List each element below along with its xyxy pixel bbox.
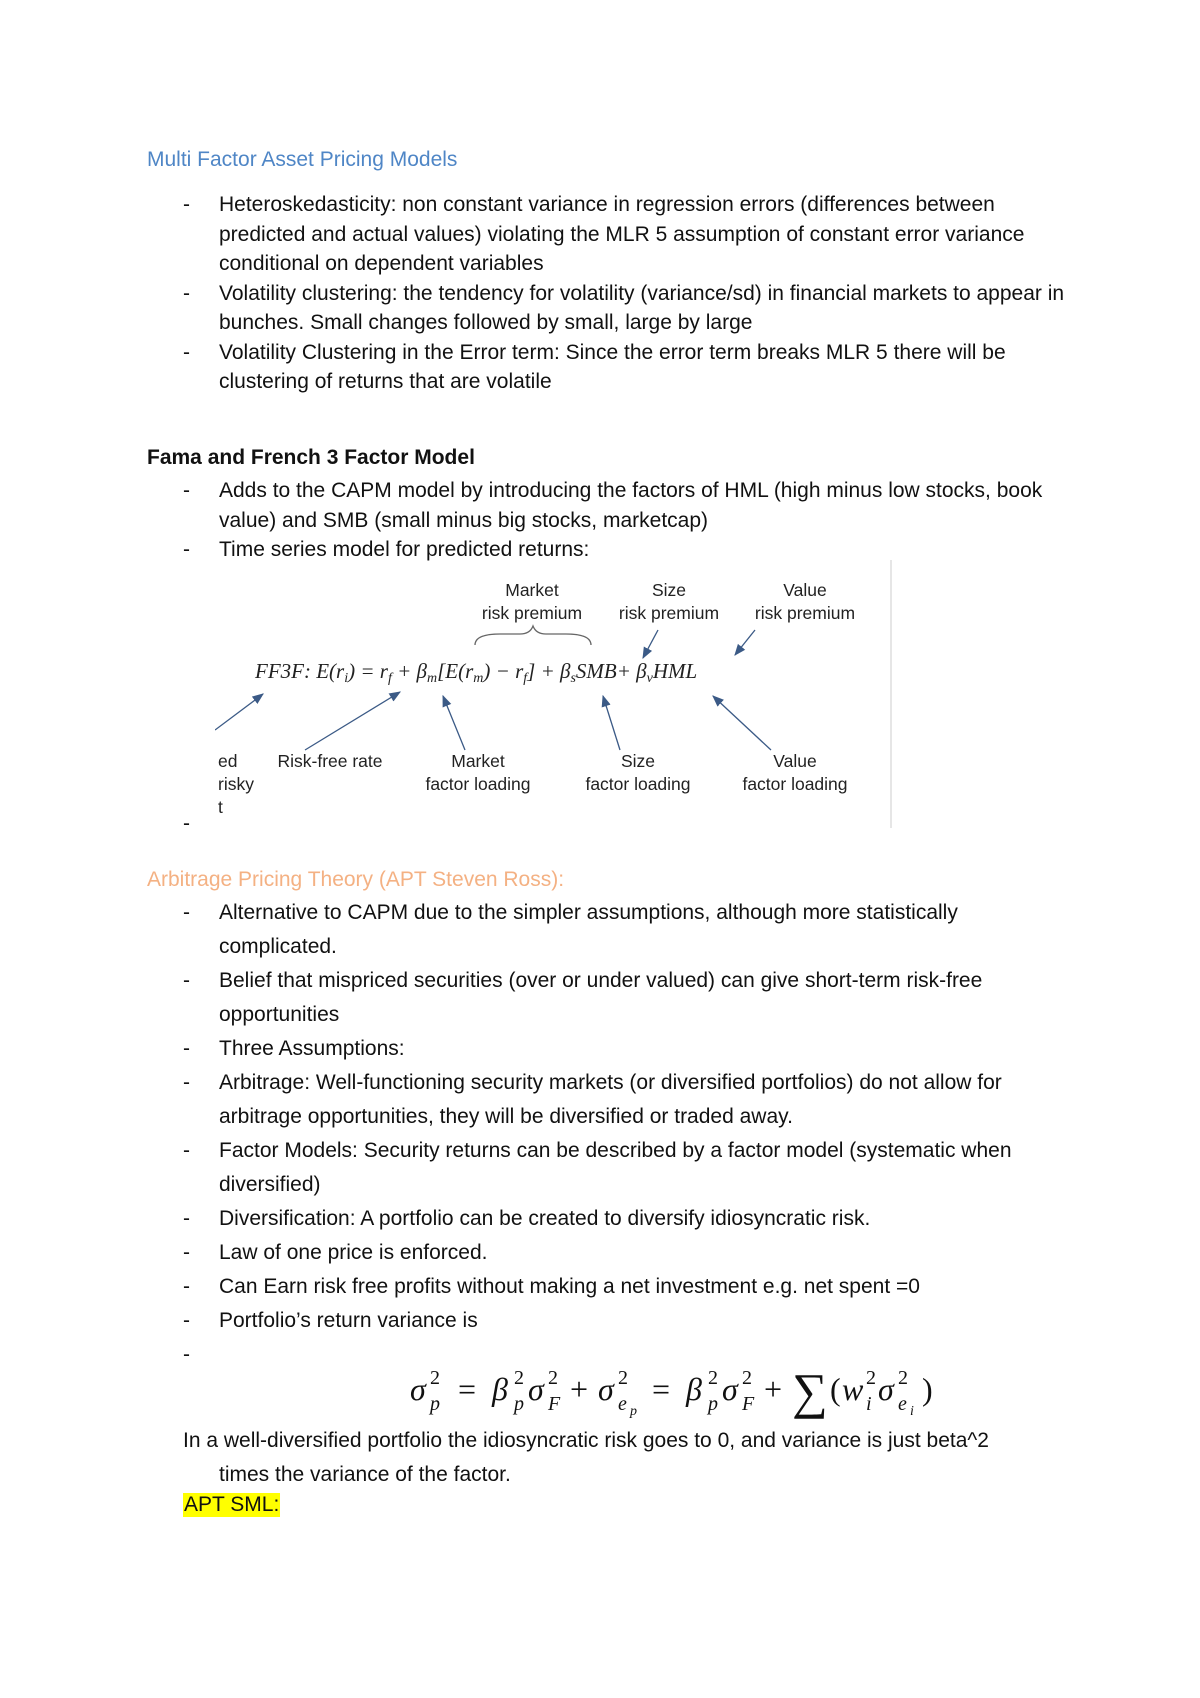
label-size-factor-loading: factor loading: [585, 774, 691, 794]
svg-text:σ: σ: [722, 1371, 738, 1407]
list-item: - Alternative to CAPM due to the simpler assumptions, although more statistically complicated.: [147, 896, 1077, 964]
svg-text:β: β: [492, 1371, 508, 1407]
bullet-dash: -: [183, 1309, 190, 1332]
label-cut-1: ed: [218, 751, 238, 771]
svg-text:σ: σ: [878, 1371, 894, 1407]
figure-crop-edge: [890, 560, 892, 828]
arrow-size-premium: [643, 630, 658, 658]
svg-text:F: F: [742, 1393, 755, 1415]
svg-text:i: i: [910, 1404, 914, 1419]
list-item: - Three Assumptions:: [147, 1032, 1077, 1066]
list-item: - Adds to the CAPM model by introducing the factors of HML (high minus low stocks, book value) and SMB (small minus big stocks, marketcap): [147, 476, 1077, 535]
bullet-dash: -: [183, 1343, 190, 1366]
svg-text:e: e: [618, 1393, 627, 1415]
svg-text:β: β: [686, 1371, 702, 1407]
bullet-dash: -: [183, 1139, 190, 1162]
label-size-risk-premium: risk premium: [618, 603, 720, 623]
label-size-bottom: Size: [620, 751, 656, 771]
label-market-risk-premium: risk premium: [481, 603, 583, 623]
paragraph-diversified-portfolio: In a well-diversified portfolio the idiosyncratic risk goes to 0, and variance is just beta^2 times the variance of the factor.: [183, 1429, 989, 1486]
label-market-factor-loading: factor loading: [425, 774, 531, 794]
arrow-market-loading: [443, 696, 465, 750]
list-item: - Law of one price is enforced.: [147, 1236, 1077, 1270]
list-item: - Can Earn risk free profits without making a net investment e.g. net spent =0: [147, 1270, 1077, 1304]
bullet-dash: -: [183, 1207, 190, 1230]
svg-text:(: (: [830, 1371, 841, 1407]
svg-text:2: 2: [430, 1367, 440, 1389]
bullet-list-fama-french: [147, 476, 1077, 565]
svg-text:F: F: [548, 1393, 561, 1415]
list-item: - Belief that mispriced securities (over or under valued) can give short-term risk-free opportunities: [147, 964, 1077, 1032]
bullet-dash: -: [183, 901, 190, 924]
svg-text:p: p: [630, 1404, 637, 1419]
arrow-value-premium: [735, 630, 755, 655]
bullet-list-multi-factor: [147, 190, 1077, 397]
svg-text:2: 2: [898, 1367, 908, 1389]
svg-text:p: p: [514, 1393, 524, 1415]
list-item: - Arbitrage: Well-functioning security markets (or diversified portfolios) do not allow for arbitrage opportunities, they will be diversified or traded away.: [147, 1066, 1077, 1134]
list-item: - Time series model for predicted returns:: [147, 535, 1077, 565]
list-item: - Diversification: A portfolio can be created to diversify idiosyncratic risk.: [147, 1202, 1077, 1236]
svg-text:∑: ∑: [792, 1363, 828, 1419]
label-value-factor-loading: factor loading: [742, 774, 848, 794]
svg-text:p: p: [430, 1393, 440, 1415]
bullet-dash: -: [183, 969, 190, 992]
section-title-fama-french: Fama and French 3 Factor Model: [147, 446, 475, 469]
svg-text:2: 2: [514, 1367, 524, 1389]
list-item: - Portfolio’s return variance is: [147, 1304, 1077, 1338]
svg-text:2: 2: [742, 1367, 752, 1389]
diagram-arrows: [215, 630, 771, 750]
list-item: - Heteroskedasticity: non constant variance in regression errors (differences between predicted and actual values) violating the MLR 5 assumption of constant error variance conditional on dependent variables: [147, 190, 1077, 279]
svg-text:σ: σ: [598, 1371, 614, 1407]
label-value-top: Value: [783, 580, 827, 600]
section-title-multi-factor: Multi Factor Asset Pricing Models: [147, 148, 458, 171]
svg-text:): ): [922, 1371, 933, 1407]
bullet-dash: -: [183, 340, 190, 364]
svg-text:2: 2: [548, 1367, 558, 1389]
bullet-dash: -: [183, 1037, 190, 1060]
arrow-expected-return: [215, 694, 263, 730]
bullet-dash: -: [183, 538, 190, 561]
label-risk-free-rate: Risk-free rate: [277, 751, 383, 771]
svg-text:=: =: [458, 1371, 477, 1407]
svg-text:i: i: [866, 1393, 872, 1415]
list-item: - Factor Models: Security returns can be described by a factor model (systematic when diversified): [147, 1134, 1077, 1202]
svg-text:+: +: [764, 1371, 783, 1407]
list-item: - Volatility clustering: the tendency for volatility (variance/sd) in financial markets to appear in bunches. Small changes followed by small, large by large: [147, 279, 1077, 338]
svg-text:e: e: [898, 1393, 907, 1415]
bullet-dash: -: [183, 479, 190, 502]
label-value-bottom: Value: [773, 751, 817, 771]
svg-text:2: 2: [708, 1367, 718, 1389]
svg-text:σ: σ: [410, 1371, 426, 1407]
apt-sml-highlight: APT SML:: [184, 1493, 280, 1516]
arrow-risk-free: [305, 692, 400, 750]
svg-text:p: p: [708, 1393, 718, 1415]
bullet-dash: -: [183, 1275, 190, 1298]
bullet-dash: -: [183, 1071, 190, 1094]
label-cut-3: t: [218, 797, 223, 817]
svg-text:2: 2: [866, 1367, 876, 1389]
section-title-apt: Arbitrage Pricing Theory (APT Steven Ross):: [147, 868, 565, 891]
bullet-list-apt: [147, 896, 1077, 1372]
svg-text:w: w: [842, 1371, 864, 1407]
svg-text:σ: σ: [528, 1371, 544, 1407]
arrow-value-loading: [713, 696, 771, 750]
svg-text:=: =: [652, 1371, 671, 1407]
svg-text:+: +: [570, 1371, 589, 1407]
label-value-risk-premium: risk premium: [754, 603, 856, 623]
label-cut-2: risky: [218, 774, 254, 794]
variance-equation: [400, 1362, 980, 1422]
bullet-dash: -: [183, 1241, 190, 1264]
ff3f-equation: FF3F: E(ri) = rf + βm[E(rm) − rf] + βsSMB+ βvHML: [255, 659, 698, 686]
list-item: - Volatility Clustering in the Error term: Since the error term breaks MLR 5 there will be clustering of returns that are volatile: [147, 338, 1077, 397]
market-brace: [475, 626, 591, 645]
ff3f-diagram: [215, 560, 895, 830]
svg-text:2: 2: [618, 1367, 628, 1389]
arrow-size-loading: [603, 696, 620, 750]
bullet-dash: -: [183, 193, 190, 216]
label-market-bottom: Market: [451, 751, 505, 771]
label-market-top: Market: [505, 580, 559, 600]
label-size-top: Size: [651, 580, 687, 600]
bullet-dash: -: [183, 812, 190, 835]
bullet-dash: -: [183, 281, 190, 305]
